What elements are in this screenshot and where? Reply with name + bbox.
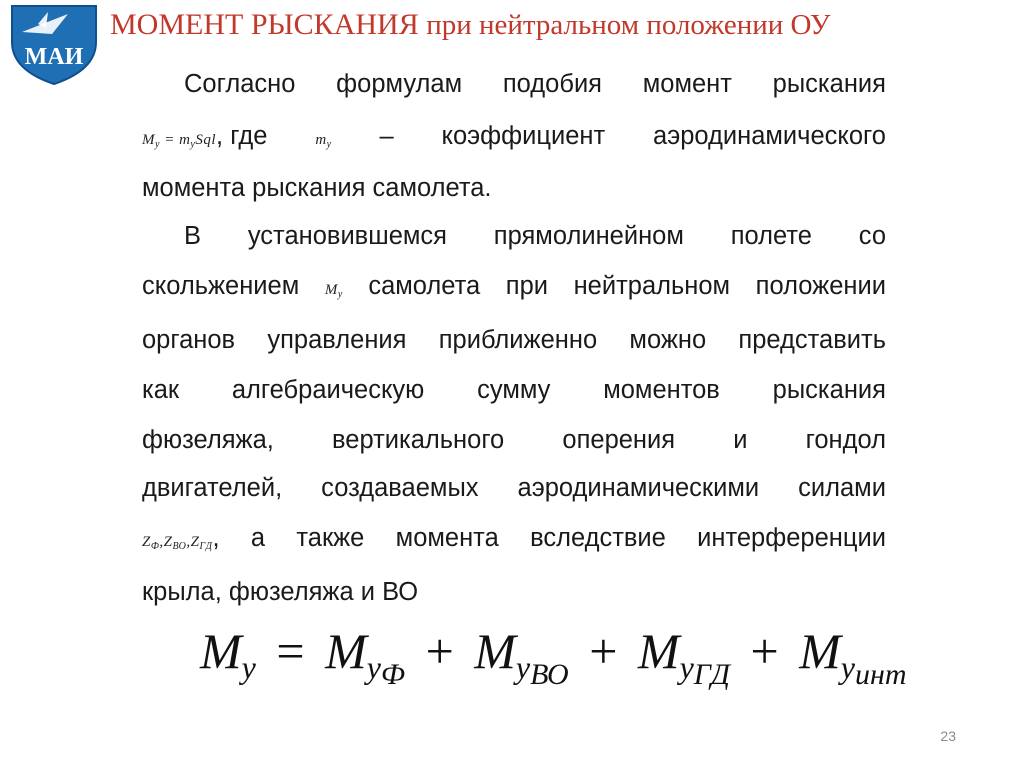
- main-formula: [200, 622, 907, 692]
- plus-sign: +: [589, 623, 618, 679]
- formula-lhs-symbol: M: [200, 623, 242, 679]
- word: сумму: [477, 376, 551, 404]
- p2-line-1: [142, 224, 886, 250]
- word: и: [733, 426, 748, 454]
- word: нейтральном: [573, 272, 731, 300]
- term-subsub: ВО: [530, 658, 569, 691]
- formula-my-coef: $m_y$: [315, 132, 332, 150]
- p1-line-3: момента рыскания самолета.: [142, 174, 492, 202]
- term-symbol: M: [474, 623, 516, 679]
- word: можно: [629, 326, 707, 354]
- p2-line-5: [142, 428, 886, 454]
- word: интерференции: [697, 524, 886, 552]
- p2-line-8: крыла, фюзеляжа и ВО: [142, 578, 419, 606]
- word: формулам: [336, 70, 463, 98]
- title-caps: МОМЕНТ РЫСКАНИЯ: [110, 8, 419, 41]
- plus-sign: +: [425, 623, 454, 679]
- p1-line-1: [142, 72, 886, 98]
- term-symbol: M: [637, 623, 680, 679]
- plus-sign: +: [750, 623, 779, 679]
- word: двигателей,: [142, 474, 283, 502]
- word: В: [184, 222, 202, 250]
- word: рыскания: [772, 376, 886, 404]
- p2-line-4: [142, 378, 886, 404]
- slide-title: [110, 8, 830, 42]
- word: приближенно: [438, 326, 598, 354]
- page-number: 23: [940, 728, 956, 744]
- word: оперения: [562, 426, 676, 454]
- word: скольжением: [142, 272, 300, 300]
- word: момент: [642, 70, 732, 98]
- p2-line-2: [142, 274, 886, 300]
- word: алгебраическую: [231, 376, 425, 404]
- formula-z-forces: $Z_Ф,Z_{ВО},Z_{ГД}$: [142, 534, 213, 552]
- term-symbol: M: [325, 623, 367, 679]
- term-sub: y: [366, 649, 381, 685]
- word: прямолинейном: [493, 222, 684, 250]
- word: положении: [755, 272, 886, 300]
- word: создаваемых: [321, 474, 479, 502]
- p2-line-3: [142, 328, 886, 354]
- term-subsub: инт: [855, 658, 907, 691]
- word: управления: [267, 326, 407, 354]
- word: представить: [738, 326, 886, 354]
- word: вследствие: [530, 524, 666, 552]
- word: моментов: [603, 376, 720, 404]
- word: гондол: [805, 426, 886, 454]
- title-rest: при нейтральном положении ОУ: [426, 9, 831, 41]
- word: аэродинамического: [653, 122, 886, 150]
- formula-my-sql: $M_y = m_ySql$: [142, 132, 217, 150]
- equals-sign: =: [276, 623, 305, 679]
- word: коэффициент: [441, 122, 606, 150]
- word: полете: [730, 222, 812, 250]
- comma: ,: [212, 524, 220, 552]
- word: со: [858, 222, 886, 250]
- dash: –: [379, 122, 394, 150]
- term-sub: y: [679, 649, 694, 685]
- word: а: [250, 524, 266, 552]
- p2-line-6: [142, 476, 886, 502]
- word: вертикального: [332, 426, 505, 454]
- mai-shield-icon: [8, 2, 100, 86]
- word: также: [296, 524, 365, 552]
- inline-formula-moment: [142, 124, 267, 150]
- term-symbol: M: [799, 623, 841, 679]
- logo-text: МАИ: [24, 44, 84, 70]
- word: фюзеляжа,: [142, 426, 274, 454]
- word: при: [505, 272, 549, 300]
- word: где: [230, 122, 268, 150]
- term-sub: y: [515, 649, 531, 685]
- word: самолета: [368, 272, 481, 300]
- mai-logo: [8, 2, 100, 86]
- word: рыскания: [772, 70, 886, 98]
- inline-formula-forces: [142, 526, 220, 552]
- term-subsub: Ф: [380, 658, 406, 691]
- word: аэродинамическими: [517, 474, 760, 502]
- formula-my: $M_y$: [324, 282, 343, 300]
- formula-lhs-sub: y: [241, 649, 256, 685]
- term-sub: y: [840, 649, 855, 685]
- word: силами: [798, 474, 886, 502]
- word: момента: [395, 524, 499, 552]
- p1-line-2: [142, 124, 886, 150]
- comma: ,: [216, 122, 224, 150]
- word: органов: [142, 326, 236, 354]
- word: установившемся: [247, 222, 447, 250]
- term-subsub: ГД: [693, 658, 730, 691]
- word: подобия: [502, 70, 602, 98]
- p2-line-7: [142, 526, 886, 552]
- word: как: [142, 376, 180, 404]
- word: Согласно: [184, 70, 296, 98]
